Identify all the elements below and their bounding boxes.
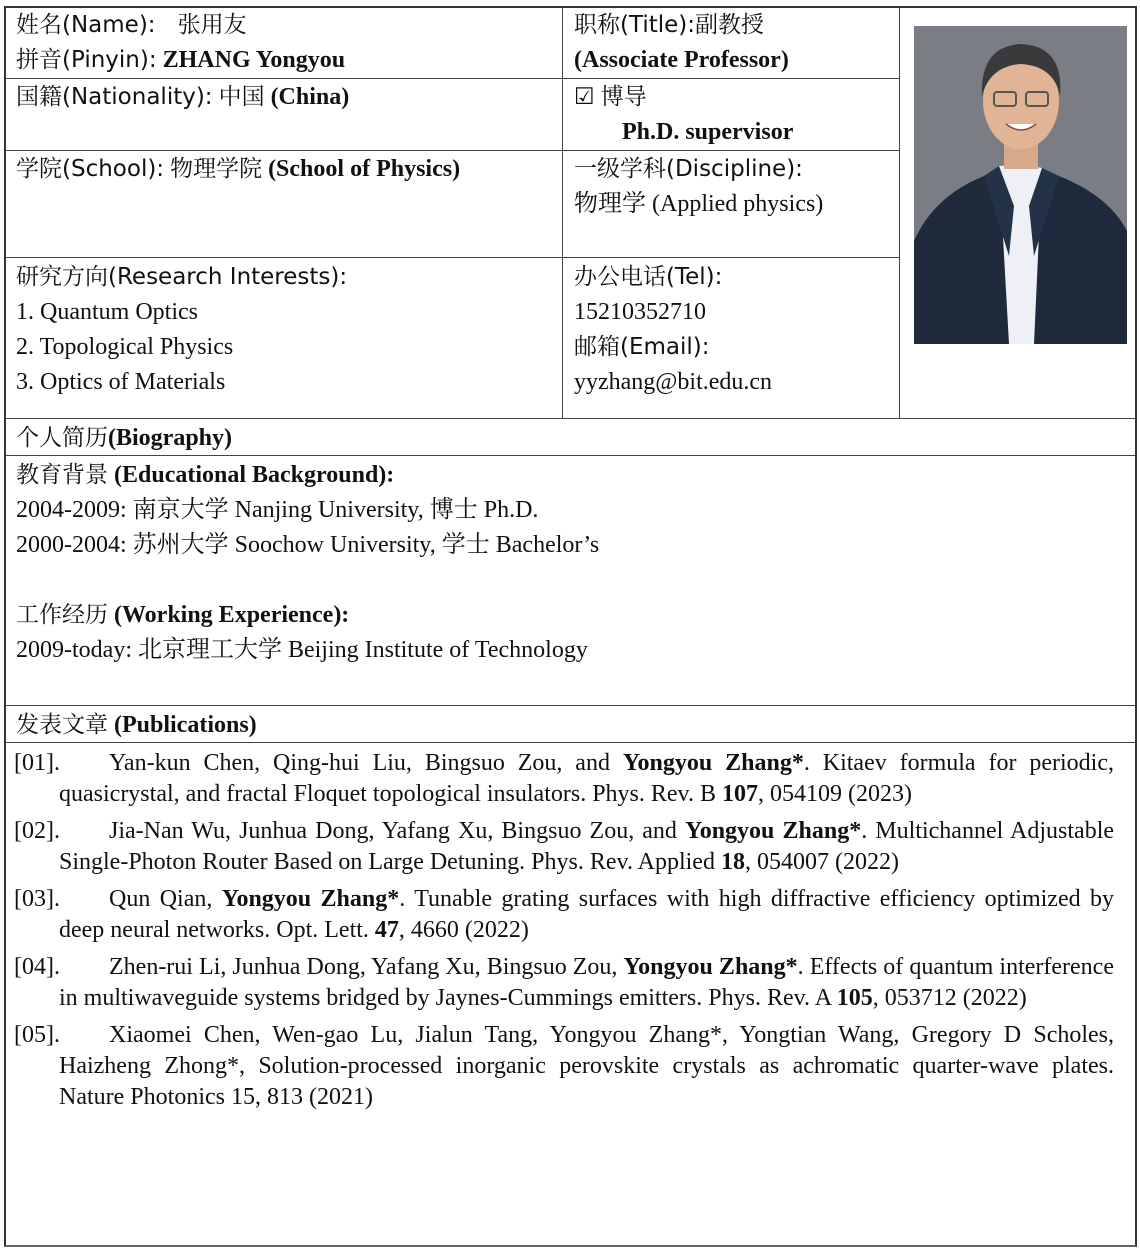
publication-number: [02]. <box>14 818 60 844</box>
checkbox-checked-icon: ☑ <box>574 84 595 110</box>
work-label-cn: 工作经历 <box>16 602 108 628</box>
phd-supervisor-cell <box>574 80 793 150</box>
publication-authors: Qun Qian, <box>109 886 222 912</box>
title-cell <box>574 8 789 78</box>
nationality-value-cn: 中国 <box>218 84 265 110</box>
publication-pages-year: , 053712 (2022) <box>872 985 1027 1011</box>
email-value[interactable]: yyzhang@bit.edu.cn <box>574 369 773 395</box>
publication-corresponding-author: Yongyou Zhang* <box>221 886 400 912</box>
name-value: 张用友 <box>177 12 247 38</box>
profile-photo-illustration <box>914 26 1127 344</box>
tel-value: 15210352710 <box>574 299 706 325</box>
research-item: 1. Quantum Optics <box>16 299 198 325</box>
biography-header-cn: 个人简历 <box>16 425 108 451</box>
phd-label-en: Ph.D. supervisor <box>622 119 794 145</box>
publication-volume: 18 <box>720 849 745 875</box>
school-value-cn: 物理学院 <box>170 156 263 182</box>
nationality-value-en: (China) <box>270 84 350 110</box>
research-item: 2. Topological Physics <box>16 334 234 360</box>
publication-item <box>14 884 1114 946</box>
publication-title: . Multichannel Adjustable Single-Photon Router Based on Large Detuning. Phys. Rev. Applied <box>59 818 1115 875</box>
divider <box>6 418 1135 419</box>
discipline-cell <box>574 152 823 222</box>
publication-title: . Tunable grating surfaces with high diffractive efficiency optimized by deep neural networks. Opt. Lett. <box>59 886 1114 943</box>
tel-label: 办公电话(Tel): <box>574 264 723 290</box>
work-label-en: (Working Experience): <box>114 602 350 628</box>
publication-title: . Effects of quantum interference in multiwaveguide systems bridged by Jaynes-Cummings emitters. Phys. Rev. A <box>59 954 1114 1011</box>
publication-list <box>14 748 1114 1119</box>
publication-corresponding-author: Yongyou Zhang* <box>622 750 804 776</box>
pinyin-value: ZHANG Yongyou <box>162 47 346 73</box>
biography-header <box>16 421 232 456</box>
publications-header-cn: 发表文章 <box>16 712 108 738</box>
publication-corresponding-author: Yongyou Zhang* <box>685 818 862 844</box>
research-label: 研究方向(Research Interests): <box>16 264 348 290</box>
publication-number: [04]. <box>14 954 60 980</box>
publication-number: [03]. <box>14 886 60 912</box>
school-value-en: (School of Physics) <box>268 156 461 182</box>
publication-number: [01]. <box>14 750 60 776</box>
name-label: 姓名(Name): <box>16 12 156 38</box>
education-entry: 2000-2004: 苏州大学 Soochow University, 学士 Bachelor’s <box>16 532 600 558</box>
contact-cell <box>574 260 772 400</box>
publications-header <box>16 708 257 743</box>
publication-number: [05]. <box>14 1022 60 1048</box>
phd-label-cn: 博导 <box>600 84 647 110</box>
pinyin-label: 拼音(Pinyin): <box>16 47 157 73</box>
publications-header-en: (Publications) <box>114 712 257 738</box>
publication-authors: Yan-kun Chen, Qing-hui Liu, Bingsuo Zou, and <box>109 750 623 776</box>
title-value-en: (Associate Professor) <box>574 47 789 73</box>
publication-item <box>14 748 1114 810</box>
work-entry: 2009-today: 北京理工大学 Beijing Institute of Technology <box>16 637 588 663</box>
school-cell <box>16 152 460 187</box>
publication-volume: 47 <box>374 917 399 943</box>
education-label-en: (Educational Background): <box>114 462 395 488</box>
divider <box>6 150 900 151</box>
school-label: 学院(School): <box>16 156 165 182</box>
title-label: 职称(Title): <box>574 12 695 38</box>
publication-pages-year: , 054007 (2022) <box>744 849 899 875</box>
publication-corresponding-author: Yongyou Zhang* <box>623 954 798 980</box>
publication-title: . Kitaev formula for periodic, quasicrystal, and fractal Floquet topological insulators. Phys. Rev. B <box>59 750 1115 807</box>
divider <box>6 257 900 258</box>
email-label: 邮箱(Email): <box>574 334 710 360</box>
publication-text: Xiaomei Chen, Wen-gao Lu, Jialun Tang, Yongyou Zhang*, Yongtian Wang, Gregory D Scholes, Haizheng Zhong*, Solution-processed inorganic perovskite crystals as achromatic quarter-wave plates. Nature Photonics 15, 813 (2021) <box>59 1022 1114 1110</box>
research-cell <box>16 260 347 400</box>
publication-volume: 107 <box>722 781 758 807</box>
publication-volume: 105 <box>836 985 873 1011</box>
education-work-cell <box>16 458 599 668</box>
divider <box>562 8 563 418</box>
biography-header-en: (Biography) <box>108 425 233 451</box>
divider <box>6 705 1135 706</box>
research-item: 3. Optics of Materials <box>16 369 226 395</box>
publication-item <box>14 1020 1114 1113</box>
profile-photo <box>914 26 1127 344</box>
title-value-cn: 副教授 <box>695 12 764 38</box>
divider <box>6 78 900 79</box>
name-cell <box>16 8 345 78</box>
profile-sheet <box>4 6 1137 1247</box>
nationality-label: 国籍(Nationality): <box>16 84 213 110</box>
discipline-label: 一级学科(Discipline): <box>574 156 803 182</box>
nationality-cell <box>16 80 349 115</box>
publication-pages-year: , 4660 (2022) <box>398 917 529 943</box>
publication-pages-year: , 054109 (2023) <box>758 781 912 807</box>
publication-item <box>14 952 1114 1014</box>
discipline-value: 物理学 (Applied physics) <box>574 191 824 217</box>
publication-authors: Jia-Nan Wu, Junhua Dong, Yafang Xu, Bingsuo Zou, and <box>109 818 686 844</box>
divider <box>899 8 900 418</box>
publication-item <box>14 816 1114 878</box>
publication-authors: Zhen-rui Li, Junhua Dong, Yafang Xu, Bingsuo Zou, <box>109 954 624 980</box>
education-label-cn: 教育背景 <box>16 462 108 488</box>
education-entry: 2004-2009: 南京大学 Nanjing University, 博士 Ph.D. <box>16 497 539 523</box>
